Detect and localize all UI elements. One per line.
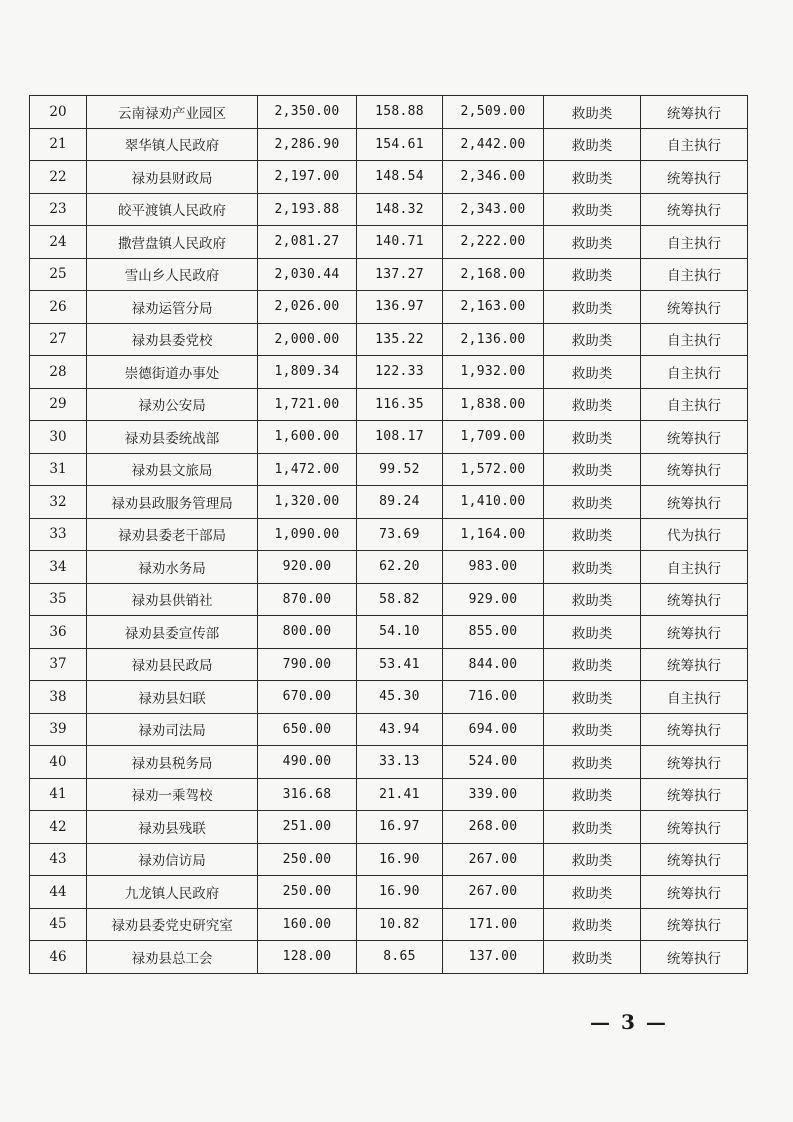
execution-mode-cell: 统筹执行 xyxy=(641,486,748,519)
row-number-cell: 42 xyxy=(30,811,87,844)
execution-mode-cell: 自主执行 xyxy=(641,551,748,584)
execution-mode-cell: 统筹执行 xyxy=(641,876,748,909)
category-cell: 救助类 xyxy=(544,323,641,356)
amount-b-cell: 136.97 xyxy=(357,291,443,324)
amount-a-cell: 316.68 xyxy=(258,778,357,811)
unit-name-cell: 翠华镇人民政府 xyxy=(87,128,258,161)
table-row xyxy=(30,551,748,584)
amount-a-cell: 2,197.00 xyxy=(258,161,357,194)
row-number-cell: 37 xyxy=(30,648,87,681)
category-cell: 救助类 xyxy=(544,811,641,844)
amount-c-cell: 844.00 xyxy=(443,648,544,681)
row-number-cell: 32 xyxy=(30,486,87,519)
execution-mode-cell: 统筹执行 xyxy=(641,421,748,454)
amount-c-cell: 855.00 xyxy=(443,616,544,649)
amount-b-cell: 16.90 xyxy=(357,876,443,909)
table-row xyxy=(30,648,748,681)
unit-name-cell: 禄劝县财政局 xyxy=(87,161,258,194)
table-row xyxy=(30,388,748,421)
amount-a-cell: 2,286.90 xyxy=(258,128,357,161)
amount-b-cell: 158.88 xyxy=(357,96,443,129)
unit-name-cell: 禄劝县残联 xyxy=(87,811,258,844)
table-row xyxy=(30,96,748,129)
unit-name-cell: 云南禄劝产业园区 xyxy=(87,96,258,129)
execution-mode-cell: 统筹执行 xyxy=(641,193,748,226)
amount-b-cell: 45.30 xyxy=(357,681,443,714)
amount-b-cell: 137.27 xyxy=(357,258,443,291)
table-row xyxy=(30,421,748,454)
category-cell: 救助类 xyxy=(544,713,641,746)
table-row xyxy=(30,518,748,551)
row-number-cell: 43 xyxy=(30,843,87,876)
table-row xyxy=(30,193,748,226)
category-cell: 救助类 xyxy=(544,941,641,974)
amount-c-cell: 2,343.00 xyxy=(443,193,544,226)
amount-b-cell: 140.71 xyxy=(357,226,443,259)
execution-mode-cell: 统筹执行 xyxy=(641,648,748,681)
amount-a-cell: 1,809.34 xyxy=(258,356,357,389)
unit-name-cell: 雪山乡人民政府 xyxy=(87,258,258,291)
row-number-cell: 31 xyxy=(30,453,87,486)
execution-mode-cell: 自主执行 xyxy=(641,226,748,259)
amount-b-cell: 33.13 xyxy=(357,746,443,779)
category-cell: 救助类 xyxy=(544,876,641,909)
row-number-cell: 46 xyxy=(30,941,87,974)
table-row xyxy=(30,486,748,519)
table-row xyxy=(30,453,748,486)
execution-mode-cell: 自主执行 xyxy=(641,323,748,356)
category-cell: 救助类 xyxy=(544,551,641,584)
category-cell: 救助类 xyxy=(544,421,641,454)
table-row xyxy=(30,128,748,161)
category-cell: 救助类 xyxy=(544,486,641,519)
table-row xyxy=(30,161,748,194)
amount-b-cell: 73.69 xyxy=(357,518,443,551)
amount-b-cell: 62.20 xyxy=(357,551,443,584)
unit-name-cell: 崇德街道办事处 xyxy=(87,356,258,389)
category-cell: 救助类 xyxy=(544,128,641,161)
table-row xyxy=(30,746,748,779)
amount-c-cell: 1,932.00 xyxy=(443,356,544,389)
unit-name-cell: 禄劝县委宣传部 xyxy=(87,616,258,649)
amount-c-cell: 1,709.00 xyxy=(443,421,544,454)
table-row xyxy=(30,843,748,876)
unit-name-cell: 禄劝县税务局 xyxy=(87,746,258,779)
category-cell: 救助类 xyxy=(544,908,641,941)
category-cell: 救助类 xyxy=(544,161,641,194)
amount-b-cell: 53.41 xyxy=(357,648,443,681)
execution-mode-cell: 自主执行 xyxy=(641,681,748,714)
amount-c-cell: 694.00 xyxy=(443,713,544,746)
category-cell: 救助类 xyxy=(544,96,641,129)
unit-name-cell: 禄劝县文旅局 xyxy=(87,453,258,486)
row-number-cell: 23 xyxy=(30,193,87,226)
allocation-table xyxy=(29,95,748,974)
amount-c-cell: 2,442.00 xyxy=(443,128,544,161)
category-cell: 救助类 xyxy=(544,193,641,226)
row-number-cell: 35 xyxy=(30,583,87,616)
category-cell: 救助类 xyxy=(544,518,641,551)
row-number-cell: 45 xyxy=(30,908,87,941)
execution-mode-cell: 统筹执行 xyxy=(641,291,748,324)
amount-a-cell: 128.00 xyxy=(258,941,357,974)
amount-b-cell: 10.82 xyxy=(357,908,443,941)
category-cell: 救助类 xyxy=(544,616,641,649)
amount-c-cell: 929.00 xyxy=(443,583,544,616)
amount-c-cell: 2,136.00 xyxy=(443,323,544,356)
category-cell: 救助类 xyxy=(544,778,641,811)
unit-name-cell: 禄劝水务局 xyxy=(87,551,258,584)
row-number-cell: 25 xyxy=(30,258,87,291)
table-row xyxy=(30,908,748,941)
unit-name-cell: 禄劝县民政局 xyxy=(87,648,258,681)
unit-name-cell: 禄劝县委统战部 xyxy=(87,421,258,454)
amount-a-cell: 920.00 xyxy=(258,551,357,584)
amount-b-cell: 99.52 xyxy=(357,453,443,486)
unit-name-cell: 撒营盘镇人民政府 xyxy=(87,226,258,259)
amount-a-cell: 870.00 xyxy=(258,583,357,616)
row-number-cell: 29 xyxy=(30,388,87,421)
amount-c-cell: 1,572.00 xyxy=(443,453,544,486)
table-row xyxy=(30,713,748,746)
amount-a-cell: 1,090.00 xyxy=(258,518,357,551)
amount-a-cell: 1,721.00 xyxy=(258,388,357,421)
amount-a-cell: 2,000.00 xyxy=(258,323,357,356)
row-number-cell: 40 xyxy=(30,746,87,779)
amount-b-cell: 122.33 xyxy=(357,356,443,389)
unit-name-cell: 禄劝县委老干部局 xyxy=(87,518,258,551)
execution-mode-cell: 统筹执行 xyxy=(641,583,748,616)
execution-mode-cell: 统筹执行 xyxy=(641,908,748,941)
amount-a-cell: 250.00 xyxy=(258,843,357,876)
amount-a-cell: 2,350.00 xyxy=(258,96,357,129)
execution-mode-cell: 统筹执行 xyxy=(641,161,748,194)
amount-c-cell: 2,346.00 xyxy=(443,161,544,194)
row-number-cell: 34 xyxy=(30,551,87,584)
amount-a-cell: 251.00 xyxy=(258,811,357,844)
amount-b-cell: 54.10 xyxy=(357,616,443,649)
execution-mode-cell: 统筹执行 xyxy=(641,746,748,779)
amount-c-cell: 2,222.00 xyxy=(443,226,544,259)
table-row xyxy=(30,291,748,324)
table-body xyxy=(30,96,748,974)
row-number-cell: 39 xyxy=(30,713,87,746)
table-row xyxy=(30,811,748,844)
category-cell: 救助类 xyxy=(544,226,641,259)
row-number-cell: 21 xyxy=(30,128,87,161)
amount-c-cell: 2,509.00 xyxy=(443,96,544,129)
amount-a-cell: 250.00 xyxy=(258,876,357,909)
execution-mode-cell: 统筹执行 xyxy=(641,941,748,974)
amount-b-cell: 21.41 xyxy=(357,778,443,811)
category-cell: 救助类 xyxy=(544,648,641,681)
amount-c-cell: 1,838.00 xyxy=(443,388,544,421)
unit-name-cell: 禄劝县委党史研究室 xyxy=(87,908,258,941)
execution-mode-cell: 统筹执行 xyxy=(641,778,748,811)
table-row xyxy=(30,323,748,356)
table-row xyxy=(30,941,748,974)
amount-b-cell: 148.32 xyxy=(357,193,443,226)
table-row xyxy=(30,258,748,291)
table-row xyxy=(30,876,748,909)
unit-name-cell: 禄劝运管分局 xyxy=(87,291,258,324)
amount-a-cell: 670.00 xyxy=(258,681,357,714)
category-cell: 救助类 xyxy=(544,388,641,421)
unit-name-cell: 禄劝县妇联 xyxy=(87,681,258,714)
unit-name-cell: 禄劝公安局 xyxy=(87,388,258,421)
amount-b-cell: 148.54 xyxy=(357,161,443,194)
execution-mode-cell: 自主执行 xyxy=(641,356,748,389)
amount-c-cell: 137.00 xyxy=(443,941,544,974)
amount-b-cell: 89.24 xyxy=(357,486,443,519)
amount-c-cell: 339.00 xyxy=(443,778,544,811)
table-row xyxy=(30,356,748,389)
amount-b-cell: 16.97 xyxy=(357,811,443,844)
category-cell: 救助类 xyxy=(544,843,641,876)
execution-mode-cell: 统筹执行 xyxy=(641,616,748,649)
amount-b-cell: 154.61 xyxy=(357,128,443,161)
amount-c-cell: 1,410.00 xyxy=(443,486,544,519)
category-cell: 救助类 xyxy=(544,291,641,324)
row-number-cell: 27 xyxy=(30,323,87,356)
unit-name-cell: 禄劝县供销社 xyxy=(87,583,258,616)
amount-a-cell: 1,600.00 xyxy=(258,421,357,454)
amount-a-cell: 1,472.00 xyxy=(258,453,357,486)
amount-a-cell: 490.00 xyxy=(258,746,357,779)
page-number: — 3 — xyxy=(590,1010,668,1034)
row-number-cell: 44 xyxy=(30,876,87,909)
row-number-cell: 38 xyxy=(30,681,87,714)
row-number-cell: 28 xyxy=(30,356,87,389)
amount-a-cell: 790.00 xyxy=(258,648,357,681)
amount-a-cell: 800.00 xyxy=(258,616,357,649)
execution-mode-cell: 统筹执行 xyxy=(641,713,748,746)
unit-name-cell: 禄劝一乘驾校 xyxy=(87,778,258,811)
table-row xyxy=(30,226,748,259)
amount-a-cell: 2,081.27 xyxy=(258,226,357,259)
amount-a-cell: 2,030.44 xyxy=(258,258,357,291)
amount-b-cell: 135.22 xyxy=(357,323,443,356)
execution-mode-cell: 自主执行 xyxy=(641,388,748,421)
row-number-cell: 41 xyxy=(30,778,87,811)
amount-c-cell: 268.00 xyxy=(443,811,544,844)
row-number-cell: 36 xyxy=(30,616,87,649)
amount-b-cell: 58.82 xyxy=(357,583,443,616)
execution-mode-cell: 统筹执行 xyxy=(641,453,748,486)
category-cell: 救助类 xyxy=(544,746,641,779)
amount-b-cell: 116.35 xyxy=(357,388,443,421)
category-cell: 救助类 xyxy=(544,681,641,714)
category-cell: 救助类 xyxy=(544,258,641,291)
amount-a-cell: 1,320.00 xyxy=(258,486,357,519)
amount-b-cell: 108.17 xyxy=(357,421,443,454)
row-number-cell: 22 xyxy=(30,161,87,194)
amount-c-cell: 2,168.00 xyxy=(443,258,544,291)
unit-name-cell: 禄劝县政服务管理局 xyxy=(87,486,258,519)
execution-mode-cell: 代为执行 xyxy=(641,518,748,551)
amount-c-cell: 267.00 xyxy=(443,876,544,909)
unit-name-cell: 九龙镇人民政府 xyxy=(87,876,258,909)
execution-mode-cell: 自主执行 xyxy=(641,128,748,161)
row-number-cell: 26 xyxy=(30,291,87,324)
unit-name-cell: 禄劝司法局 xyxy=(87,713,258,746)
row-number-cell: 24 xyxy=(30,226,87,259)
amount-a-cell: 160.00 xyxy=(258,908,357,941)
amount-b-cell: 43.94 xyxy=(357,713,443,746)
unit-name-cell: 皎平渡镇人民政府 xyxy=(87,193,258,226)
amount-b-cell: 8.65 xyxy=(357,941,443,974)
unit-name-cell: 禄劝县委党校 xyxy=(87,323,258,356)
amount-c-cell: 2,163.00 xyxy=(443,291,544,324)
execution-mode-cell: 统筹执行 xyxy=(641,843,748,876)
execution-mode-cell: 自主执行 xyxy=(641,258,748,291)
category-cell: 救助类 xyxy=(544,583,641,616)
table-row xyxy=(30,681,748,714)
amount-c-cell: 983.00 xyxy=(443,551,544,584)
execution-mode-cell: 统筹执行 xyxy=(641,96,748,129)
amount-c-cell: 1,164.00 xyxy=(443,518,544,551)
unit-name-cell: 禄劝县总工会 xyxy=(87,941,258,974)
amount-a-cell: 650.00 xyxy=(258,713,357,746)
table-row xyxy=(30,778,748,811)
table-row xyxy=(30,583,748,616)
category-cell: 救助类 xyxy=(544,356,641,389)
category-cell: 救助类 xyxy=(544,453,641,486)
amount-a-cell: 2,026.00 xyxy=(258,291,357,324)
row-number-cell: 20 xyxy=(30,96,87,129)
amount-c-cell: 716.00 xyxy=(443,681,544,714)
amount-c-cell: 267.00 xyxy=(443,843,544,876)
amount-c-cell: 524.00 xyxy=(443,746,544,779)
amount-b-cell: 16.90 xyxy=(357,843,443,876)
table-row xyxy=(30,616,748,649)
amount-c-cell: 171.00 xyxy=(443,908,544,941)
amount-a-cell: 2,193.88 xyxy=(258,193,357,226)
unit-name-cell: 禄劝信访局 xyxy=(87,843,258,876)
row-number-cell: 33 xyxy=(30,518,87,551)
row-number-cell: 30 xyxy=(30,421,87,454)
execution-mode-cell: 统筹执行 xyxy=(641,811,748,844)
